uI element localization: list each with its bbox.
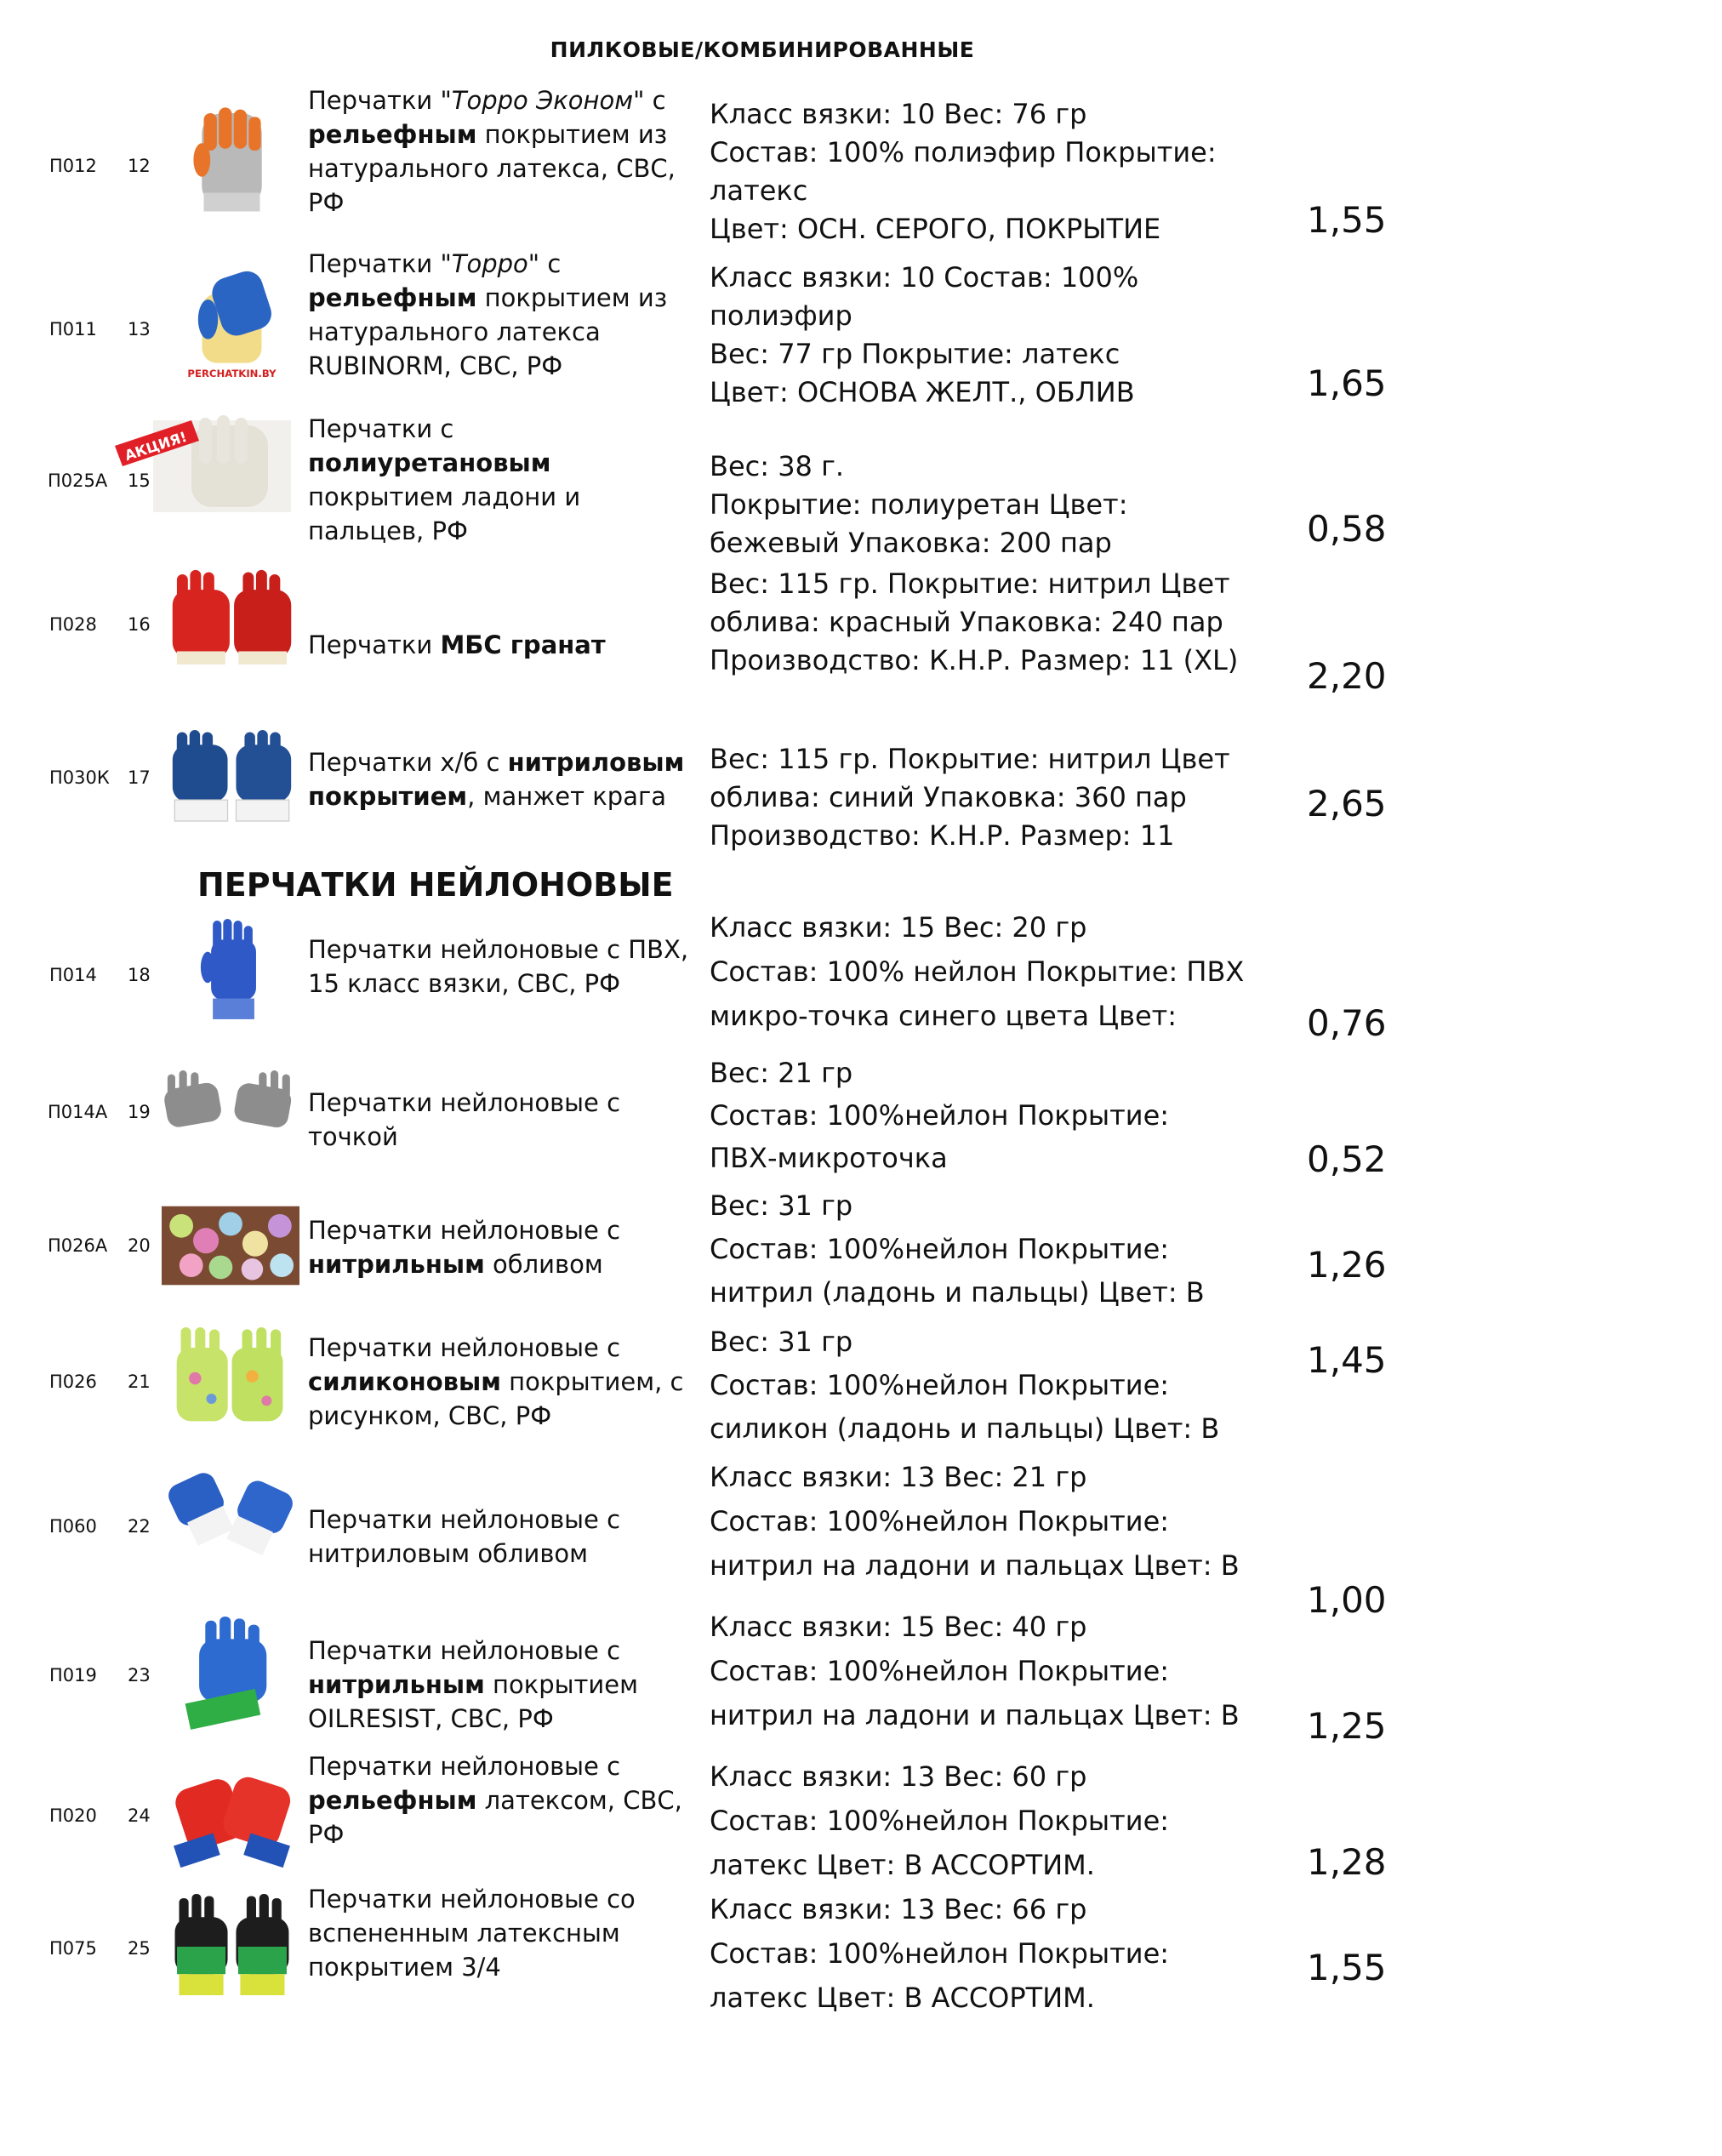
product-number: 17 — [128, 767, 151, 788]
product-name: Перчатки "Торро" с рельефным покрытием из натурального латекса RUBINORM, СВС, РФ — [308, 249, 668, 380]
product-price: 0,52 — [1307, 1138, 1387, 1180]
product-code: П075 — [49, 1938, 97, 1959]
product-name: Перчатки "Торро Эконом" с рельефным покрытием из натурального латекса, СВС, РФ — [308, 86, 676, 217]
product-code: П019 — [49, 1665, 97, 1685]
glove-grey-orange-image — [166, 104, 298, 216]
product-price: 0,76 — [1307, 1002, 1387, 1044]
section-title-nylon: ПЕРЧАТКИ НЕЙЛОНОВЫЕ — [197, 866, 674, 904]
product-name: Перчатки нейлоновые с нитриловым обливом — [308, 1505, 621, 1568]
product-name: Перчатки нейлоновые со вспененным латексным покрытием 3/4 — [308, 1885, 636, 1982]
product-spec: Вес: 38 г. Покрытие: полиуретан Цвет: бежевый Упаковка: 200 пар — [710, 450, 1128, 559]
product-name: Перчатки нейлоновые с нитрильным покрытием OILRESIST, СВС, РФ — [308, 1636, 638, 1733]
glove-green-floral-image — [166, 1327, 298, 1440]
glove-white-promo-image — [115, 412, 294, 516]
product-spec: Вес: 31 гр Состав: 100%нейлон Покрытие: нитрил (ладонь и пальцы) Цвет: В — [710, 1189, 1205, 1309]
product-number: 19 — [128, 1102, 151, 1122]
product-number: 12 — [128, 156, 151, 176]
product-price: 2,65 — [1307, 783, 1387, 824]
product-spec: Класс вязки: 13 Вес: 60 гр Состав: 100%нейлон Покрытие: латекс Цвет: В АССОРТИМ. — [710, 1760, 1170, 1881]
product-name: Перчатки нейлоновые с ПВХ, 15 класс вязки, СВС, РФ — [308, 935, 689, 998]
product-number: 22 — [128, 1516, 151, 1537]
glove-red-blue-image — [166, 1766, 298, 1870]
product-code: П011 — [49, 319, 97, 339]
glove-blue-cuff-image — [166, 730, 298, 825]
svg-text:PERCHATKIN.BY: PERCHATKIN.BY — [187, 368, 277, 379]
product-code: П030К — [49, 767, 110, 788]
product-code: П026 — [49, 1372, 97, 1392]
glove-yellow-blue-image — [166, 264, 298, 383]
product-code: П028 — [49, 614, 97, 635]
product-code: П014 — [49, 965, 97, 985]
glove-floral-pile-image — [162, 1203, 299, 1288]
section-title-combined: ПИЛКОВЫЕ/КОМБИНИРОВАННЫЕ — [550, 37, 975, 62]
product-code: П012 — [49, 156, 97, 176]
product-code: П020 — [49, 1805, 97, 1826]
product-spec: Класс вязки: 10 Вес: 76 гр Состав: 100% полиэфир Покрытие: латекс Цвет: ОСН. СЕРОГО, ПОКРЫТИЕ — [710, 98, 1217, 245]
product-spec: Вес: 115 гр. Покрытие: нитрил Цвет облива: красный Упаковка: 240 пар Производство: К.Н.Р. Размер: 11 (XL) — [710, 568, 1239, 676]
product-number: 13 — [128, 319, 151, 339]
product-spec: Класс вязки: 15 Вес: 40 гр Состав: 100%нейлон Покрытие: нитрил на ладони и пальцах Цвет: В — [710, 1611, 1240, 1731]
product-spec: Класс вязки: 13 Вес: 66 гр Состав: 100%нейлон Покрытие: латекс Цвет: В АССОРТИМ. — [710, 1893, 1170, 2014]
product-price: 1,55 — [1307, 1947, 1387, 1988]
product-name: Перчатки нейлоновые с точкой — [308, 1088, 621, 1151]
glove-white-blue-image — [162, 1465, 299, 1559]
product-name: Перчатки нейлоновые с рельефным латексом, СВС, РФ — [308, 1752, 682, 1849]
product-number: 23 — [128, 1665, 151, 1685]
glove-red-image — [166, 568, 298, 670]
glove-blue-dots-image — [166, 919, 298, 1023]
product-price: 0,58 — [1307, 508, 1387, 550]
product-spec: Вес: 31 гр Состав: 100%нейлон Покрытие: силикон (ладонь и пальцы) Цвет: В — [710, 1326, 1220, 1445]
product-code: П026А — [48, 1235, 108, 1256]
product-spec: Вес: 21 гр Состав: 100%нейлон Покрытие: ПВХ-микроточка — [710, 1057, 1170, 1174]
glove-grey-dots-image — [162, 1070, 298, 1138]
product-spec: Класс вязки: 13 Вес: 21 гр Состав: 100%нейлон Покрытие: нитрил на ладони и пальцах Цвет: В — [710, 1461, 1240, 1582]
product-price: 1,26 — [1307, 1244, 1387, 1286]
product-price: 1,55 — [1307, 199, 1387, 241]
product-number: 24 — [128, 1805, 151, 1826]
glove-blue-green-image — [166, 1617, 298, 1729]
product-price: 1,45 — [1307, 1339, 1387, 1381]
product-price: 1,25 — [1307, 1705, 1387, 1747]
product-code: П014А — [48, 1102, 108, 1122]
svg-text:АКЦИЯ!: АКЦИЯ! — [123, 428, 190, 465]
product-number: 15 — [128, 471, 151, 491]
product-name: Перчатки х/б с нитриловым покрытием, манжет крага — [308, 748, 685, 811]
product-price: 2,20 — [1307, 655, 1387, 697]
product-code: П060 — [49, 1516, 97, 1537]
product-number: 20 — [128, 1235, 151, 1256]
product-name: Перчатки нейлоновые с силиконовым покрытием, с рисунком, СВС, РФ — [308, 1333, 684, 1430]
product-number: 18 — [128, 965, 151, 985]
product-number: 25 — [128, 1938, 151, 1959]
product-spec: Класс вязки: 10 Состав: 100% полиэфир Вес: 77 гр Покрытие: латекс Цвет: ОСНОВА ЖЕЛТ., ОБЛИВ — [710, 261, 1139, 408]
product-code: П025А — [48, 471, 108, 491]
product-spec: Вес: 115 гр. Покрытие: нитрил Цвет облива: синий Упаковка: 360 пар Производство: К.Н.Р. Размер: 11 — [710, 743, 1230, 852]
product-price: 1,65 — [1307, 362, 1387, 404]
product-number: 21 — [128, 1372, 151, 1392]
product-price: 1,00 — [1307, 1579, 1387, 1621]
product-name: Перчатки нейлоновые с нитрильным обливом — [308, 1216, 621, 1279]
product-name: Перчатки МБС гранат — [308, 630, 606, 659]
product-name: Перчатки с полиуретановым покрытием ладони и пальцев, РФ — [308, 414, 581, 545]
product-number: 16 — [128, 614, 151, 635]
product-price: 1,28 — [1307, 1841, 1387, 1883]
glove-black-green-image — [166, 1894, 298, 1999]
product-spec: Класс вязки: 15 Вес: 20 гр Состав: 100% нейлон Покрытие: ПВХ микро-точка синего цвета Цвет: — [710, 911, 1245, 1032]
